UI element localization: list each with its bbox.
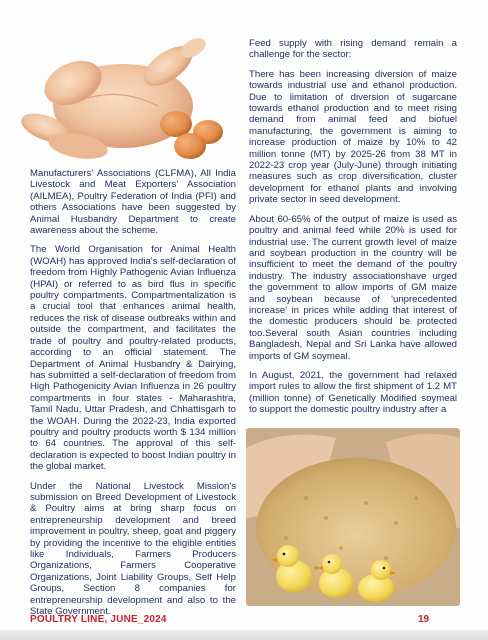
page-edge-strip [0,630,488,640]
left-column [30,168,236,625]
chicks-feed-image [246,428,460,606]
publication-footer: POULTRY LINE, JUNE_2024 [30,614,167,625]
right-paragraph-2: There has been increasing diversion of maize towards industrial use and ethanol production. Due to limitation of diversion of sugarcane towards ethanol production and to meet rising demand from animal feed and biofuel manufacturing, the government is aiming to increase production of maize by 10% to 42 million tonne (MT) by 2025-26 from 38 MT in 2022-23 crop year (July-June) through initiating measures such as crop diversification, cluster development for ethanol plants and involving private sector in seed development. [249,68,457,206]
right-paragraph-1: Feed supply with rising demand remain a challenge for the sector: [249,38,457,61]
left-paragraph-1: Manufacturers' Associations (CLFMA), All India Livestock and Meat Exporters' Association (AILMEA), Poultry Federation of India (PFI) and others Associations have been suggested by Animal Husbandry Department to create awareness about the scheme. [30,168,236,237]
right-paragraph-4: In August, 2021, the government had relaxed import rules to allow the first shipment of 1.2 MT (million tonne) of Genetically Modified soymeal to support the domestic poultry industry after a [249,369,457,416]
raw-chicken-eggs-image [18,28,240,168]
right-column [249,38,457,424]
page-number: 19 [418,614,430,625]
left-paragraph-2: The World Organisation for Animal Health (WOAH) has approved India's self-declaration of freedom from Highly Pathogenic Avian Influenza (HPAI) or referred to as bird flus in specific poultry compartments. Compartmentalization is a crucial tool that enhances animal health, reduces the risk of disease outbreaks within and outside the compartment, and facilitates the trade of poultry and poultry-related products, according to an official statement. The Department of Animal Husbandry & Dairying, has submitted a self-declaration of freedom from High Pathogenicity Avian Influenza in 26 poultry compartments in four states - Maharashtra, Tamil Nadu, Uttar Pradesh, and Chhattisgarh to the WOAH. During the 2022-23, India exported poultry and poultry products worth $ 134 million to 64 countries. The approval of this self-declaration is expected to boost Indian poultry in the global market. [30,244,236,473]
left-paragraph-3: Under the National Livestock Mission's submission on Breed Development of Livestock & Poultry aims at bring sharp focus on entrepreneurship development and breed improvement in poultry, sheep, goat and piggery by providing the incentive to the eligible entities like Individuals, Farmers Producers Organizations, Farmers Cooperative Organizations, Joint Liability Groups, Self Help Groups, Section 8 companies for entrepreneurship development and also to the State Government. [30,480,236,618]
right-paragraph-3: About 60-65% of the output of maize is used as poultry and animal feed while 20% is used for industrial use. The current growth level of maize and soybean production in the country will be insufficient to meet the demand of the poultry industry. The industry associationshave urged the government to allow imports of GM maize and soybean because of 'unprecedented increase' in prices while adding that interest of the domestic producers should be protected too.Several south Asian countries including Bangladesh, Nepal and Sri Lanka have allowed imports of GM soymeal. [249,213,457,362]
